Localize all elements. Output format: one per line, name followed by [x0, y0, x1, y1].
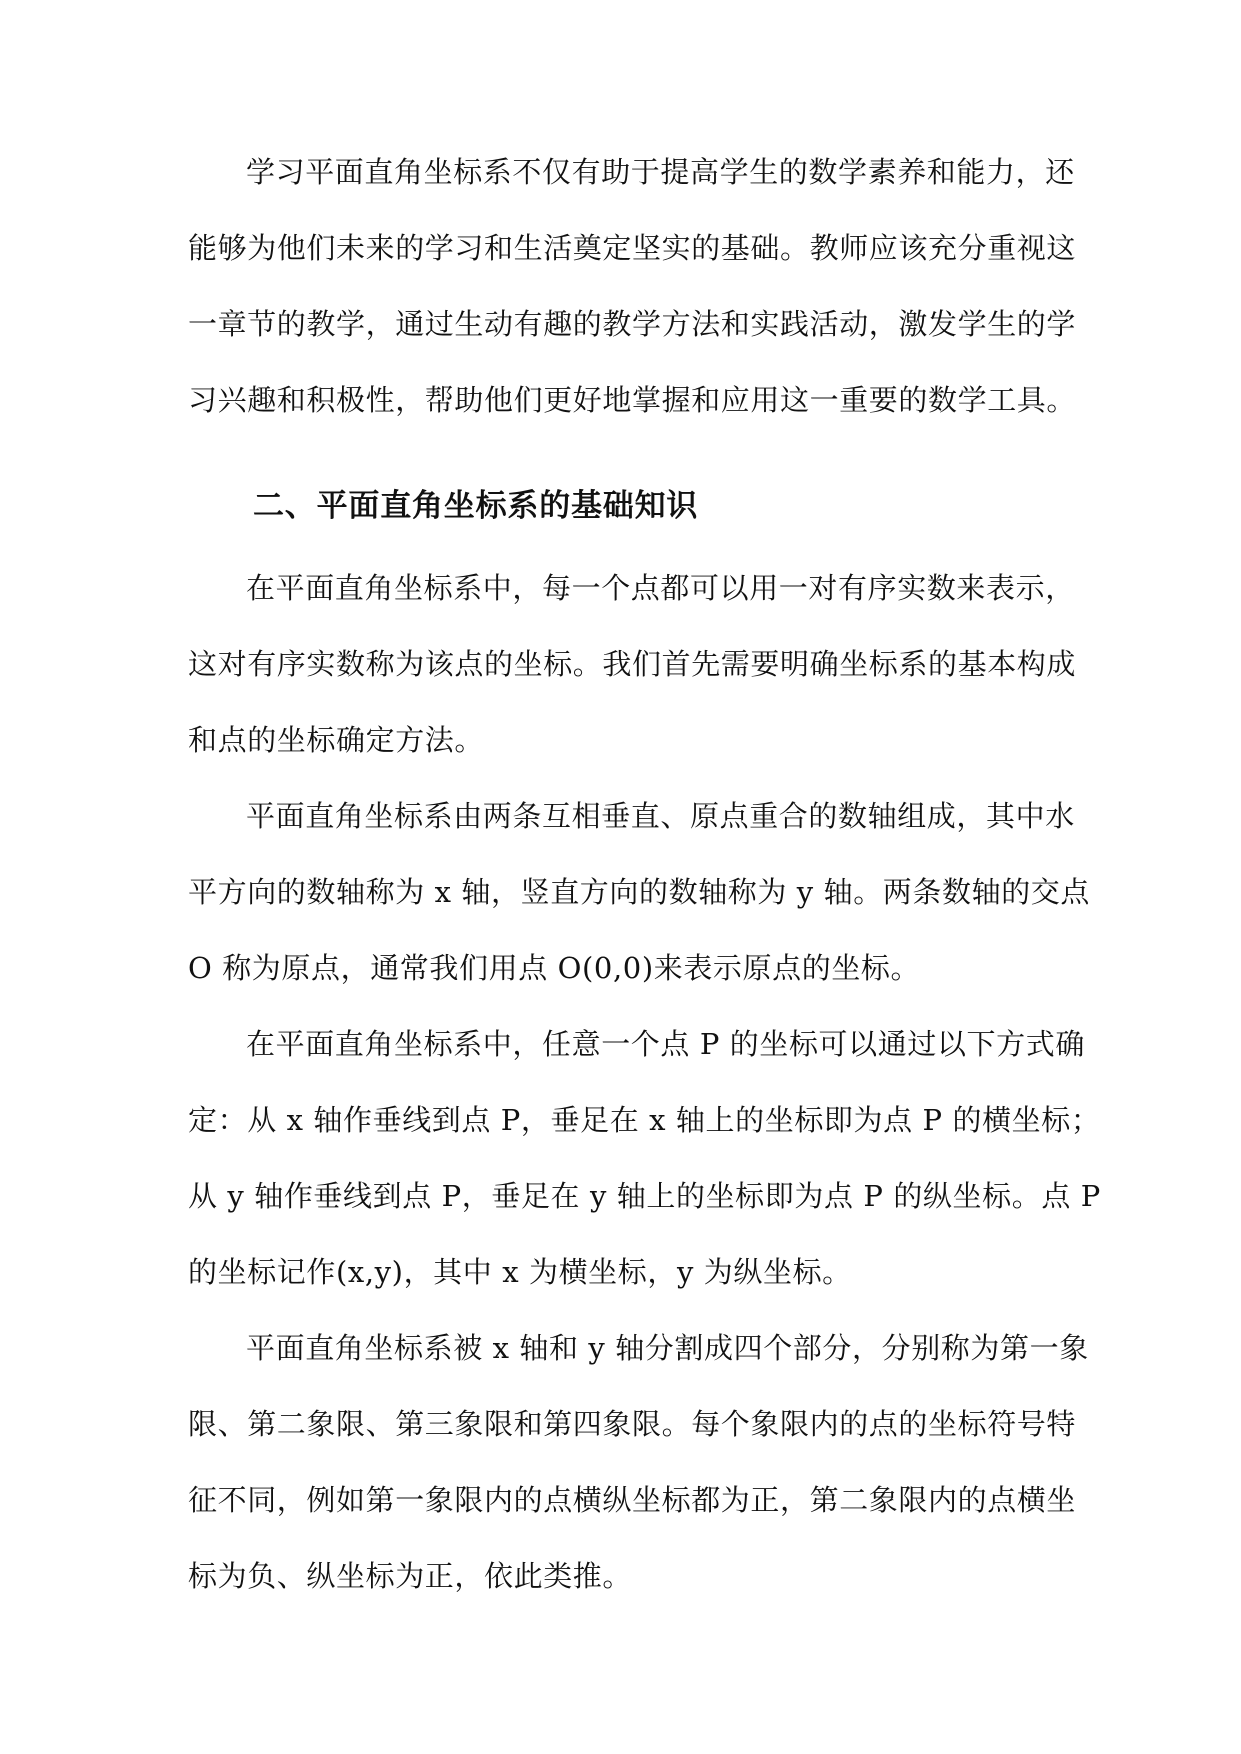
paragraph-1-line-1: 学习平面直角坐标系不仅有助于提高学生的数学素养和能力，还	[246, 155, 1075, 189]
paragraph-4-line-2: 定：从 x 轴作垂线到点 P，垂足在 x 轴上的坐标即为点 P 的横坐标；	[188, 1103, 1101, 1137]
paragraph-3-line-3: O 称为原点，通常我们用点 O(0,0)来表示原点的坐标。	[188, 951, 921, 985]
paragraph-5-line-1: 平面直角坐标系被 x 轴和 y 轴分割成四个部分，分别称为第一象	[246, 1331, 1089, 1365]
paragraph-1-line-4: 习兴趣和积极性，帮助他们更好地掌握和应用这一重要的数学工具。	[188, 383, 1077, 417]
paragraph-2-line-1: 在平面直角坐标系中，每一个点都可以用一对有序实数来表示，	[246, 571, 1075, 605]
paragraph-1-line-2: 能够为他们未来的学习和生活奠定坚实的基础。教师应该充分重视这	[188, 231, 1077, 265]
paragraph-5-line-2: 限、第二象限、第三象限和第四象限。每个象限内的点的坐标符号特	[188, 1407, 1077, 1441]
paragraph-5-line-4: 标为负、纵坐标为正，依此类推。	[188, 1559, 633, 1593]
paragraph-5-line-3: 征不同，例如第一象限内的点横纵坐标都为正，第二象限内的点横坐	[188, 1483, 1077, 1517]
paragraph-1-line-3: 一章节的教学，通过生动有趣的教学方法和实践活动，激发学生的学	[188, 307, 1077, 341]
paragraph-3-line-1: 平面直角坐标系由两条互相垂直、原点重合的数轴组成，其中水	[246, 799, 1075, 833]
paragraph-3-line-2: 平方向的数轴称为 x 轴，竖直方向的数轴称为 y 轴。两条数轴的交点	[188, 875, 1091, 909]
paragraph-2-line-2: 这对有序实数称为该点的坐标。我们首先需要明确坐标系的基本构成	[188, 647, 1077, 681]
paragraph-4-line-4: 的坐标记作(x,y)，其中 x 为横坐标，y 为纵坐标。	[188, 1255, 852, 1289]
paragraph-4-line-1: 在平面直角坐标系中，任意一个点 P 的坐标可以通过以下方式确	[246, 1027, 1085, 1061]
paragraph-4-line-3: 从 y 轴作垂线到点 P，垂足在 y 轴上的坐标即为点 P 的纵坐标。点 P	[188, 1179, 1101, 1213]
section-heading: 二、平面直角坐标系的基础知识	[253, 488, 699, 524]
paragraph-2-line-3: 和点的坐标确定方法。	[188, 723, 485, 757]
